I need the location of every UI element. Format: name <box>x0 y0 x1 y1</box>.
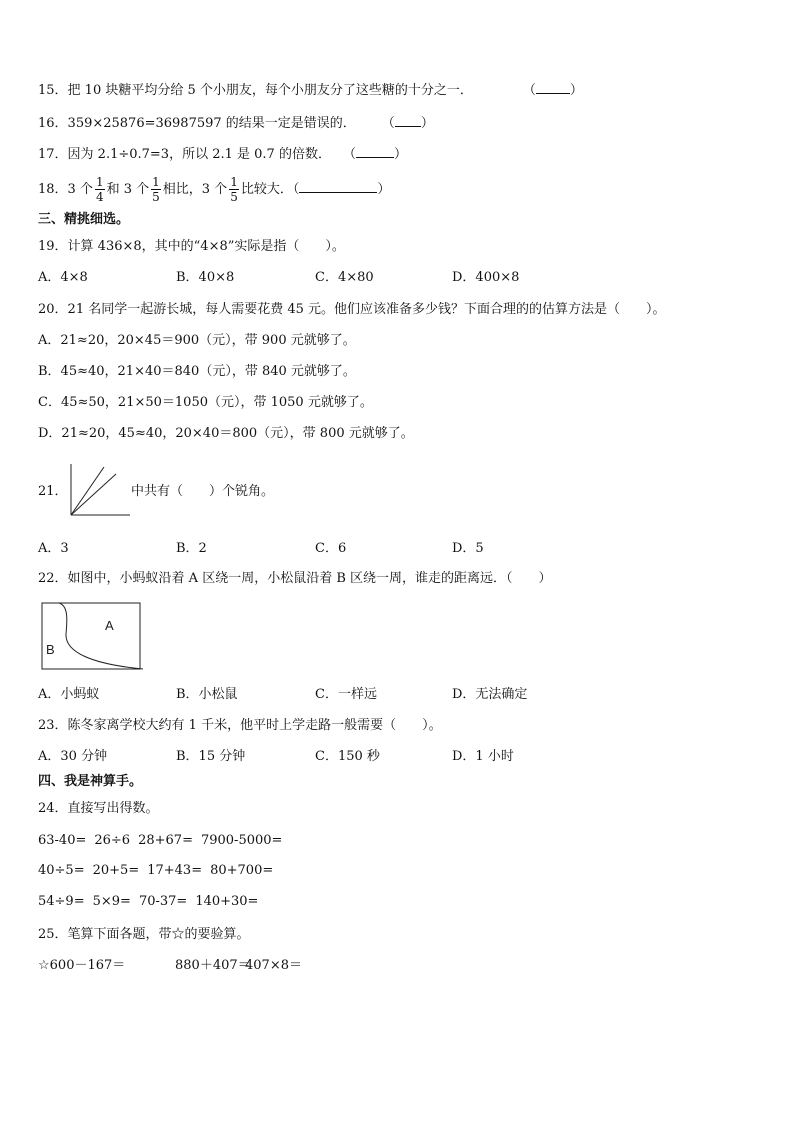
q21-option-b[interactable]: B．2 <box>176 541 207 556</box>
written-calc-3: 407×8＝ <box>245 958 302 973</box>
question-22: 22．如图中，小蚂蚁沿着 A 区绕一周，小松鼠沿着 B 区绕一周，谁走的距离远．（ ） <box>38 571 552 586</box>
calc-item: 54÷9= <box>38 894 85 909</box>
calc-row-3 <box>38 892 266 912</box>
question-15: 15．把 10 块糖平均分给 5 个小朋友，每个小朋友分了这些糖的十分之一． （ ） <box>38 83 583 98</box>
calc-item: 5×9= <box>92 894 131 909</box>
question-25: 25．笔算下面各题，带☆的要验算。 <box>38 927 250 942</box>
q23-option-a[interactable]: A．30 分钟 <box>38 749 108 764</box>
region-a-label: A <box>105 618 114 633</box>
answer-blank-16[interactable] <box>395 114 421 127</box>
calc-item: 80+700= <box>210 863 274 878</box>
q23-option-b[interactable]: B．15 分钟 <box>176 749 246 764</box>
question-21-text: 中共有（ ）个锐角。 <box>131 484 275 499</box>
calc-row-1 <box>38 831 290 851</box>
fraction-one-fifth-2: $\frac{1}{5}$ <box>230 175 238 204</box>
question-17: 17．因为 2.1÷0.7=3，所以 2.1 是 0.7 的倍数． （ ） <box>38 147 407 162</box>
calc-item: 7900-5000= <box>200 833 283 848</box>
calc-row-2 <box>38 861 281 881</box>
section-heading-4: 四、我是神算手。 <box>38 774 143 789</box>
answer-blank-15[interactable] <box>536 81 570 94</box>
q22-option-b[interactable]: B．小松鼠 <box>176 687 238 702</box>
q23-option-d[interactable]: D．1 小时 <box>452 749 514 764</box>
written-calc-2: 880＋407＝ <box>175 958 251 973</box>
q22-option-a[interactable]: A．小蚂蚁 <box>38 687 100 702</box>
calc-item: 28+67= <box>138 833 193 848</box>
q23-option-c[interactable]: C．150 秒 <box>315 749 380 764</box>
q21-option-d[interactable]: D．5 <box>452 541 484 556</box>
q21-option-a[interactable]: A．3 <box>38 541 69 556</box>
answer-blank-18[interactable] <box>299 180 377 193</box>
fraction-one-fifth: $\frac{1}{5}$ <box>152 175 160 204</box>
question-18: 18．3 个 $\frac{1}{4}$ 和 3 个 $\frac{1}{5}$ 相比，3 个 $\frac{1}{5}$ 比较大．（ ） <box>38 175 391 204</box>
q20-option-d[interactable]: D．21≈20，45≈40，20×40＝800（元），带 800 元就够了。 <box>38 426 414 441</box>
calc-item: 63-40= <box>38 833 87 848</box>
q20-option-c[interactable]: C．45≈50，21×50＝1050（元），带 1050 元就够了。 <box>38 395 373 410</box>
q19-option-d[interactable]: D．400×8 <box>452 270 520 285</box>
fraction-one-quarter: $\frac{1}{4}$ <box>95 175 104 204</box>
q20-option-b[interactable]: B．45≈40，21×40＝840（元），带 840 元就够了。 <box>38 364 356 379</box>
q19-option-a[interactable]: A．4×8 <box>38 270 88 285</box>
q22-option-d[interactable]: D．无法确定 <box>452 687 528 702</box>
answer-blank-17[interactable] <box>356 145 394 158</box>
q21-option-c[interactable]: C．6 <box>315 541 347 556</box>
q22-option-c[interactable]: C．一样远 <box>315 687 377 702</box>
region-ab-figure <box>41 602 145 672</box>
region-b-label: B <box>46 642 55 657</box>
question-16: 16．359×25876=36987597 的结果一定是错误的． （ ） <box>38 116 434 131</box>
question-20: 20．21 名同学一起游长城，每人需要花费 45 元。他们应该准备多少钱？下面合理的的估算方法是（ ）。 <box>38 302 666 317</box>
q20-option-a[interactable]: A．21≈20，20×45＝900（元），带 900 元就够了。 <box>38 333 356 348</box>
calc-item: 140+30= <box>195 894 259 909</box>
question-23: 23．陈冬家离学校大约有 1 千米，他平时上学走路一般需要（ ）。 <box>38 718 442 733</box>
angle-figure <box>68 462 132 518</box>
section-heading-3: 三、精挑细选。 <box>38 212 130 227</box>
q19-option-c[interactable]: C．4×80 <box>315 270 374 285</box>
calc-item: 20+5= <box>92 863 140 878</box>
q19-option-b[interactable]: B．40×8 <box>176 270 235 285</box>
question-19: 19．计算 436×8，其中的“4×8”实际是指（ ）。 <box>38 239 345 254</box>
written-calc-1: ☆600－167＝ <box>38 958 126 973</box>
calc-item: 40÷5= <box>38 863 85 878</box>
calc-item: 70-37= <box>138 894 188 909</box>
question-21-number: 21． <box>38 484 68 499</box>
calc-item: 17+43= <box>147 863 203 878</box>
question-24: 24．直接写出得数。 <box>38 801 159 816</box>
calc-item: 26÷6 <box>94 833 131 848</box>
